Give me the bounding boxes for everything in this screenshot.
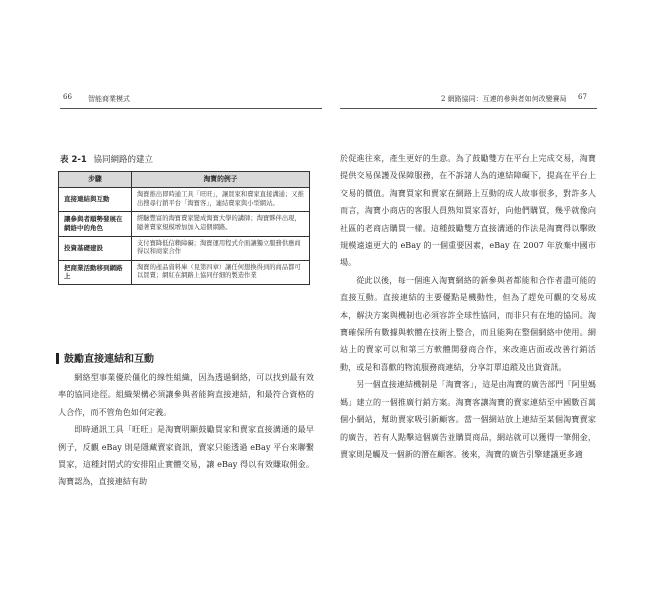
table-row <box>59 236 310 260</box>
example-cell: 淘寶推出即時通工具「旺旺」，讓買家和賣家直接溝通；又推出搜尋行銷平台「淘寶客」，連結賣家與小型網站。 <box>132 188 310 212</box>
right-body-text <box>340 150 596 463</box>
section-heading-text: 鼓勵直接連結和互動 <box>64 354 154 365</box>
table-row <box>59 260 310 285</box>
table-caption <box>60 153 153 165</box>
column-header-step: 步驟 <box>59 172 132 188</box>
example-cell: 支付寶降低信賴障礙；淘寶運用程式介面讓獨立服務供應商得以和商家合作 <box>132 236 310 260</box>
collaboration-network-table <box>58 171 310 285</box>
paragraph: 網絡型事業優於僵化的線性組織，因為透過網絡，可以找到最有效率的協同途徑。組織架構必須讓參與者能夠直接連結，和最符合資格的人合作，而不管角色如何定義。 <box>58 372 314 417</box>
paragraph: 即時通訊工具「旺旺」是淘寶明顯鼓勵買家和賣家直接溝通的最早例子，反觀 eBay 則是隱藏賣家資訊，賣家只能透過 eBay 平台來聯繫買家，這種封閉式的安排阻止實體交易，讓 eBay 得以有效賺取佣金。淘寶認為，直接連結有助 <box>58 424 314 487</box>
table-header-row <box>59 172 310 188</box>
example-cell: 淘寶的產品資料庫（見第四章）讓任何想換得到的商品都可以買賣；網紅在網路上協同仔細的製造作業 <box>132 260 310 285</box>
right-page-number: 67 <box>578 93 587 101</box>
table-caption-title: 協同網路的建立 <box>93 155 154 165</box>
section-heading <box>56 350 154 365</box>
step-cell: 投資基礎建設 <box>59 236 132 260</box>
right-header-rule <box>340 108 597 109</box>
column-header-example: 淘寶的例子 <box>132 172 310 188</box>
table-row <box>59 188 310 212</box>
paragraph: 從此以後，每一個進入淘寶網絡的新參與者都能和合作者盡可能的直接互動。直接連結的主要優點是機動性，但為了趕免可觀的交易成本，解決方案與機制也必須容許全球性協同，而非只有在地的協同。淘寶確保所有數據與軟體在技術上整合，而且能夠在整個網絡中使用。網站上的賣家可以和第三方軟體開發商合作，來改進店面或改善行銷活動，或是和喜歡的物流服務商連結，分享訂單追蹤及出貨資訊。 <box>340 274 596 372</box>
paragraph: 另一個直接連結機制是「淘寶客」，這是由淘寶的廣告部門「阿里媽媽」建立的一個推廣行銷方案。淘寶客讓淘寶的賣家連結至中國數百萬個小網站，幫助賣家吸引新顧客。當一個網站放上連結至某個淘寶賣家的廣告，若有人點擊這個廣告並購買商品，網站就可以獲得一筆佣金，賣家則是觸及一個新的潛在顧客。後來，淘寶的廣告引擎建議更多適 <box>340 379 596 459</box>
paragraph: 於促進往來，產生更好的生意。為了鼓勵雙方在平台上完成交易，淘寶提供交易保護及保障服務，在不訴諸人為的連結障礙下，提高在平台上交易的價值。淘寶買家和賣家在網路上互動的成人故事很多，對許多人而言，淘寶小商店的客服人員熟知買家喜好，向他們購買，幾乎就像向社區的老商店購買一樣。這種鼓勵雙方直接溝通的作法是淘寶得以擊敗規模遠遠更大的 eBay 的一個重要因素，eBay 在 2007 年放棄中國市場。 <box>340 153 596 268</box>
step-cell: 直接連結與互動 <box>59 188 132 212</box>
section-marker <box>56 353 59 364</box>
chapter-title: 2 網路協同：互連的參與者如何改變賽局 <box>441 95 567 103</box>
table-caption-number: 表 2-1 <box>60 155 87 165</box>
book-title: 智能商業模式 <box>88 95 130 103</box>
left-page-number: 66 <box>63 93 72 101</box>
table-row <box>59 212 310 237</box>
example-cell: 經驗豐富的淘寶賣家變成淘寶大學的講師；淘寶夥伴出現，隨著賣家規模增加加入這個網路。 <box>132 212 310 237</box>
step-cell: 把商業活動移到網路上 <box>59 260 132 285</box>
left-header-rule <box>60 108 322 109</box>
left-body-text <box>58 369 314 491</box>
step-cell: 讓參與者順勢發展在網絡中的角色 <box>59 212 132 237</box>
